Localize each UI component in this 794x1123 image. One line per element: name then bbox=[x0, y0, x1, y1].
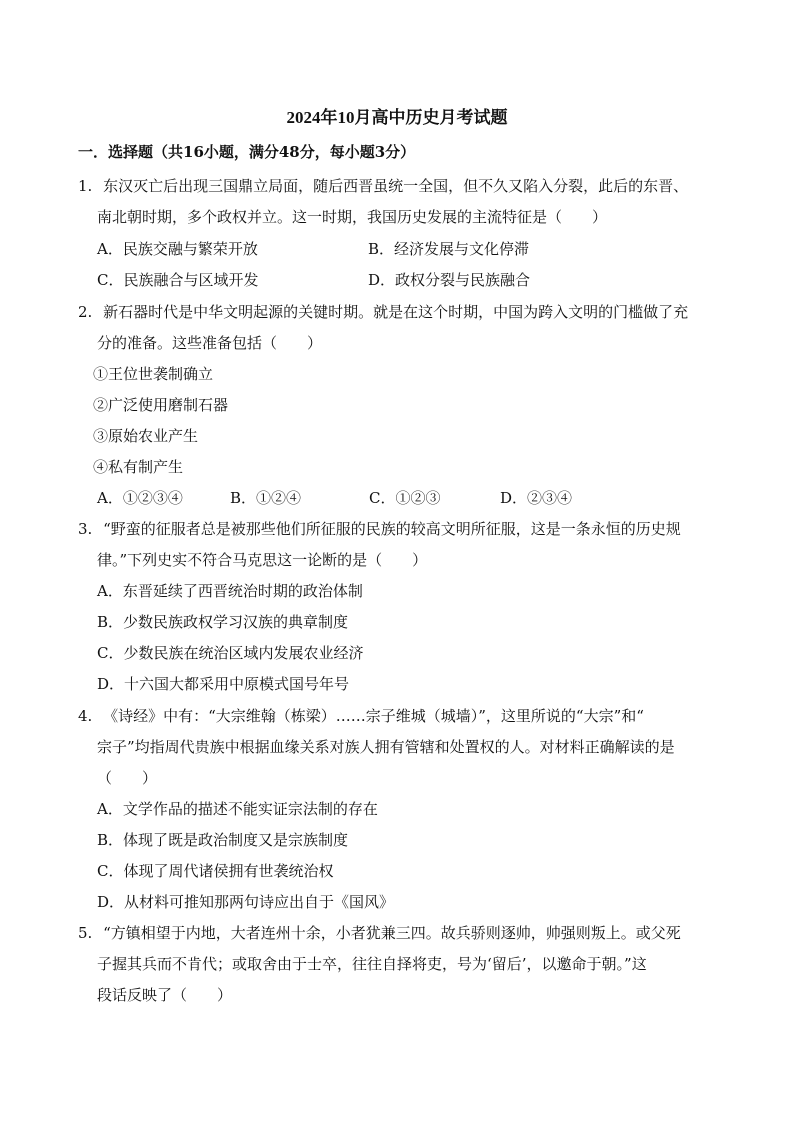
question-text: “方镇相望于内地，大者连州十余，小者犹兼三四。故兵骄则逐帅，帅强则叛上。或父死 bbox=[103, 924, 681, 942]
option-d: D．②③④ bbox=[500, 489, 573, 507]
option-c: C．民族融合与区域开发 bbox=[97, 271, 259, 289]
question-2-line-1 bbox=[78, 301, 688, 323]
option-c: C．少数民族在统治区域内发展农业经济 bbox=[97, 644, 364, 662]
question-number: 1. bbox=[78, 177, 93, 195]
question-3-line-2: 律。”下列史实不符合马克思这一论断的是（ ） bbox=[97, 551, 428, 569]
statement-item-1: ①王位世袭制确立 bbox=[93, 365, 214, 383]
option-a: A．文学作品的描述不能实证宗法制的存在 bbox=[97, 800, 378, 818]
question-4-line-3: （ ） bbox=[97, 769, 158, 787]
option-b: B．少数民族政权学习汉族的典章制度 bbox=[97, 613, 349, 631]
option-d: D．政权分裂与民族融合 bbox=[368, 271, 531, 289]
question-number: 3. bbox=[78, 520, 93, 538]
option-d: D．十六国大都采用中原模式国号年号 bbox=[97, 675, 350, 693]
option-b: B．体现了既是政治制度又是宗族制度 bbox=[97, 831, 349, 849]
statement-item-4: ④私有制产生 bbox=[93, 458, 184, 476]
question-4-line-2: 宗子”均指周代贵族中根据血缘关系对族人拥有管辖和处置权的人。对材料正确解读的是 bbox=[97, 738, 675, 756]
question-4-line-1 bbox=[78, 705, 644, 727]
question-text: 东汉灭亡后出现三国鼎立局面，随后西晋虽统一全国，但不久又陷入分裂，此后的东晋、 bbox=[103, 177, 689, 195]
option-b: B．①②④ bbox=[230, 489, 302, 507]
question-5-line-1 bbox=[78, 922, 681, 944]
question-1-line-2: 南北朝时期，多个政权并立。这一时期，我国历史发展的主流特征是（ ） bbox=[97, 208, 608, 226]
question-5-line-3: 段话反映了（ ） bbox=[97, 986, 233, 1004]
question-number: 4. bbox=[78, 707, 93, 725]
question-text: 《诗经》中有：“大宗维翰（栋梁）……宗子维城（城墙）”，这里所说的“大宗”和“ bbox=[103, 707, 644, 725]
option-a: A．民族交融与繁荣开放 bbox=[97, 240, 258, 258]
question-number: 2. bbox=[78, 303, 93, 321]
question-text: 新石器时代是中华文明起源的关键时期。就是在这个时期，中国为跨入文明的门槛做了充 bbox=[103, 303, 689, 321]
page-title: 2024年10月高中历史月考试题 bbox=[286, 108, 508, 127]
option-d: D．从材料可推知那两句诗应出自于《国风》 bbox=[97, 893, 395, 911]
question-text: “野蛮的征服者总是被那些他们所征服的民族的较高文明所征服，这是一条永恒的历史规 bbox=[103, 520, 681, 538]
question-1-line-1 bbox=[78, 175, 688, 197]
option-b: B．经济发展与文化停滞 bbox=[368, 240, 530, 258]
question-5-line-2: 子握其兵而不肯代；或取舍由于士卒，往往自择将吏，号为‘留后’，以邀命于朝。”这 bbox=[97, 955, 647, 973]
statement-item-3: ③原始农业产生 bbox=[93, 427, 199, 445]
statement-item-2: ②广泛使用磨制石器 bbox=[93, 396, 229, 414]
option-c: C．①②③ bbox=[369, 489, 441, 507]
question-3-line-1 bbox=[78, 518, 681, 540]
section-heading: 一．选择题（共16小题，满分48分，每小题3分） bbox=[78, 143, 416, 161]
question-2-line-2: 分的准备。这些准备包括（ ） bbox=[97, 334, 323, 352]
option-a: A．东晋延续了西晋统治时期的政治体制 bbox=[97, 582, 363, 600]
question-number: 5. bbox=[78, 924, 93, 942]
option-a: A．①②③④ bbox=[97, 489, 183, 507]
option-c: C．体现了周代诸侯拥有世袭统治权 bbox=[97, 862, 334, 880]
